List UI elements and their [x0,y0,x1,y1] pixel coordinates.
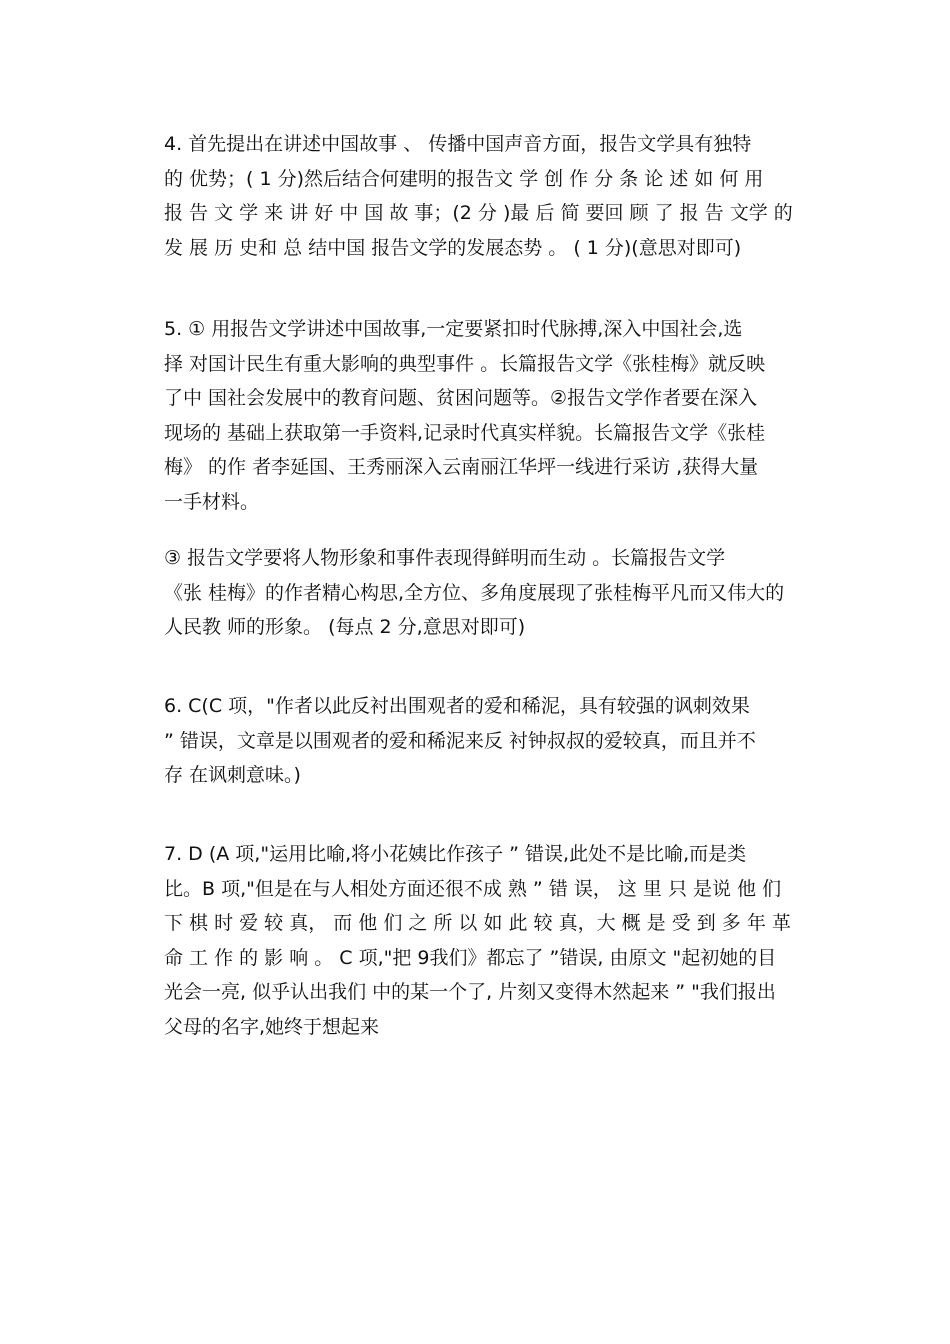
answer-5 [164,312,824,519]
answer-line: 发 展 历 史和 总 结中国 报告文学的发展态势 。 ( 1 分)(意思对即可) [164,236,742,259]
answer-line: 6. C(C 项，"作者以此反衬出围观者的爱和稀泥，具有较强的讽刺效果 [164,695,750,717]
answer-line: 光会一亮, 似乎认出我们 中的某一个了, 片刻又变得木然起来 ” "我们报出 [164,981,776,1003]
answer-line: 5. ① 用报告文学讲述中国故事,一定要紧扣时代脉搏,深入中国社会,选 [164,318,743,340]
answer-line: 下 棋 时 爱 较 真， 而 他 们 之 所 以 如 此 较 真，大 概 是 受 到 多 年 革 [164,912,791,934]
answer-line: 人民教 师的形象。 (每点 2 分,意思对即可) [164,616,526,638]
answer-6 [164,689,824,793]
answer-line: 梅》 的作 者李延国、王秀丽深入云南丽江华坪一线进行采访 ,获得大量 [164,456,759,478]
answer-line: ” 错误，文章是以围观者的爱和稀泥来反 衬钟叔叔的爱较真，而且并不 [164,729,756,752]
answer-line: 一手材料。 [164,490,260,513]
answer-line: 存 在讽刺意味。) [164,764,301,786]
answer-line: 4. 首先提出在讲述中国故事 、 传播中国声音方面，报告文学具有独特 [164,133,752,155]
answer-line: ③ 报告文学要将人物形象和事件表现得鲜明而生动 。长篇报告文学 [164,547,726,569]
answer-line: 《张 桂梅》的作者精心构思,全方位、多角度展现了张桂梅平凡而又伟大的 [164,581,785,604]
answer-line: 了中 国社会发展中的教育问题、贫困问题等。②报告文学作者要在深入 [164,387,758,409]
answer-line: 父母的名字,她终于想起来 [164,1015,380,1038]
answer-7 [164,837,824,1044]
answer-line: 现场的 基础上获取第一手资料,记录时代真实样貌。长篇报告文学《张桂 [164,421,766,444]
answer-4 [164,127,824,265]
answer-line: 的 优势；( 1 分)然后结合何建明的报告文 学 创 作 分 条 论 述 如 何 用 [164,167,764,190]
answer-line: 择 对国计民生有重大影响的典型事件 。长篇报告文学《张桂梅》就反映 [164,352,766,375]
answer-line: 7. D (A 项,"运用比喻,将小花姨比作孩子 ” 错误,此处不是比喻,而是类 [164,843,747,865]
answer-line: 命 工 作 的 影 响 。 C 项,"把 9我们》都忘了 ”错误, 由原文 "起初她的目 [164,946,777,969]
answer-line: 报 告 文 学 来 讲 好 中 国 故 事；(2 分 )最 后 简 要回 顾 了 报 告 文学 的 [164,202,793,224]
answer-5-point-3 [164,541,824,645]
answer-line: 比。B 项,"但是在与人相处方面还很不成 熟 ” 错 误， 这 里 只 是说 他 们 [164,877,782,900]
